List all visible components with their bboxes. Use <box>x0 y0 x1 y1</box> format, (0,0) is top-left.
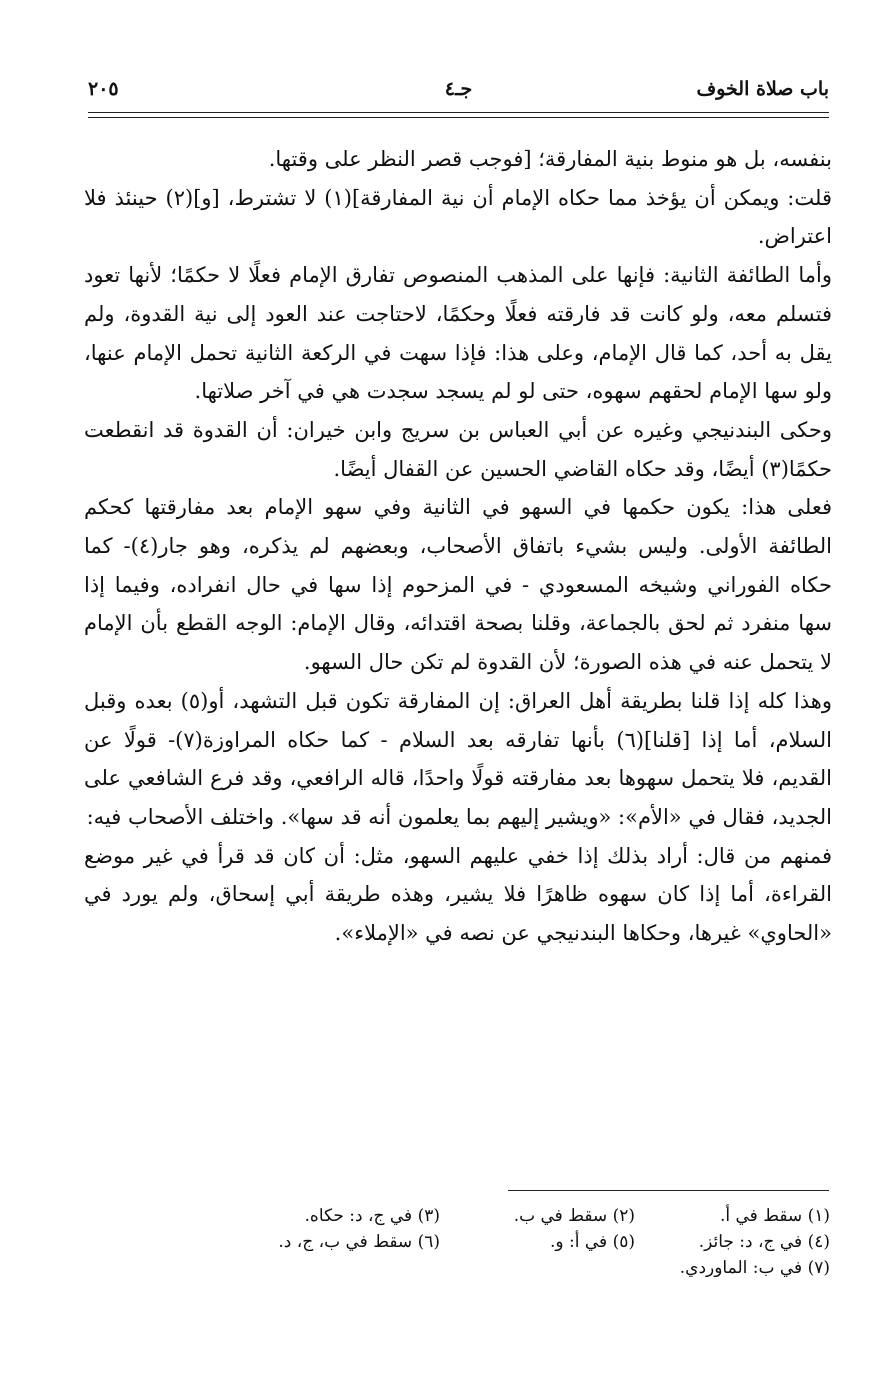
paragraph: وحكى البندنيجي وغيره عن أبي العباس بن سريج وابن خيران: أن القدوة قد انقطعت حكمًا(٣) أيضًا، وقد حكاه القاضي الحسين عن القفال أيضًا. <box>84 417 832 481</box>
main-text <box>84 140 832 953</box>
paragraph: وأما الطائفة الثانية: فإنها على المذهب المنصوص تفارق الإمام فعلًا لا حكمًا؛ لأنها تعود فتسلم معه، ولو كانت قد فارقته فعلًا وحكمًا، لاحتاجت عند العود إلى نية القدوة، ولم يقل به أحد، كما قال الإمام، وعلى هذا: فإذا سهت في الركعة الثانية تحمل الإمام عنها، ولو سها الإمام لحقهم سهوه، حتى لو لم يسجد سجدت هي في آخر صلاتها. <box>84 263 832 404</box>
header-rule-thin <box>88 117 829 118</box>
footnote-7: (٧) في ب: الماوردي. <box>679 1258 830 1278</box>
paragraph: وهذا كله إذا قلنا بطريقة أهل العراق: إن المفارقة تكون قبل التشهد، أو(٥) بعده وقبل السلام، أما إذا [قلنا](٦) بأنها تفارقه بعد السلام - كما حكاه المراوزة(٧)- قولًا عن القديم، فلا يتحمل سهوها بعد مفارقته قولًا واحدًا، قاله الرافعي، وقد فرع الشافعي على الجديد، فقال في «الأم»: «ويشير إليهم بما يعلمون أنه قد سها». واختلف الأصحاب فيه: <box>84 688 832 829</box>
volume-label: جـ٤ <box>444 78 473 100</box>
footnote-4: (٤) في ج، د: جائز. <box>698 1232 830 1252</box>
footnotes <box>150 1203 830 1281</box>
paragraph: قلت: ويمكن أن يؤخذ مما حكاه الإمام أن نية المفارقة](١) لا تشترط، [و](٢) حينئذ فلا اعتراض. <box>84 185 832 249</box>
paragraph: فعلى هذا: يكون حكمها في السهو في الثانية وفي سهو الإمام بعد مفارقتها كحكم الطائفة الأولى. وليس بشيء باتفاق الأصحاب، وبعضهم لم يذكره، وهو جار(٤)- كما حكاه الفوراني وشيخه المسعودي - في المزحوم إذا سها في حال انفراده، وفيما إذا سها منفرد ثم لحق بالجماعة، وقلنا بصحة اقتدائه، وقال الإمام: الوجه القطع بأن الإمام لا يتحمل عنه في هذه الصورة؛ لأن القدوة لم تكن حال السهو. <box>84 495 832 675</box>
footnote-5: (٥) في أ: و. <box>550 1232 635 1252</box>
chapter-title: باب صلاة الخوف <box>696 78 829 100</box>
page-number: ٢٠٥ <box>88 78 119 100</box>
footnote-6: (٦) سقط في ب، ج، د. <box>278 1232 440 1252</box>
running-header <box>88 72 829 106</box>
footnote-1: (١) سقط في أ. <box>719 1206 830 1226</box>
footnote-3: (٣) في ج، د: حكاه. <box>304 1206 440 1226</box>
footnote-2: (٢) سقط في ب. <box>513 1206 635 1226</box>
footnote-separator <box>508 1190 829 1191</box>
header-rule-thick <box>88 112 829 113</box>
paragraph: بنفسه، بل هو منوط بنية المفارقة؛ [فوجب قصر النظر على وقتها. <box>268 147 832 171</box>
paragraph: فمنهم من قال: أراد بذلك إذا خفي عليهم السهو، مثل: أن كان قد قرأ في غير موضع القراءة، أما إذا كان سهوه ظاهرًا فلا يشير، وهذه طريقة أبي إسحاق، ولم يورد في «الحاوي» غيرها، وحكاها البندنيجي عن نصه في «الإملاء». <box>84 843 832 946</box>
